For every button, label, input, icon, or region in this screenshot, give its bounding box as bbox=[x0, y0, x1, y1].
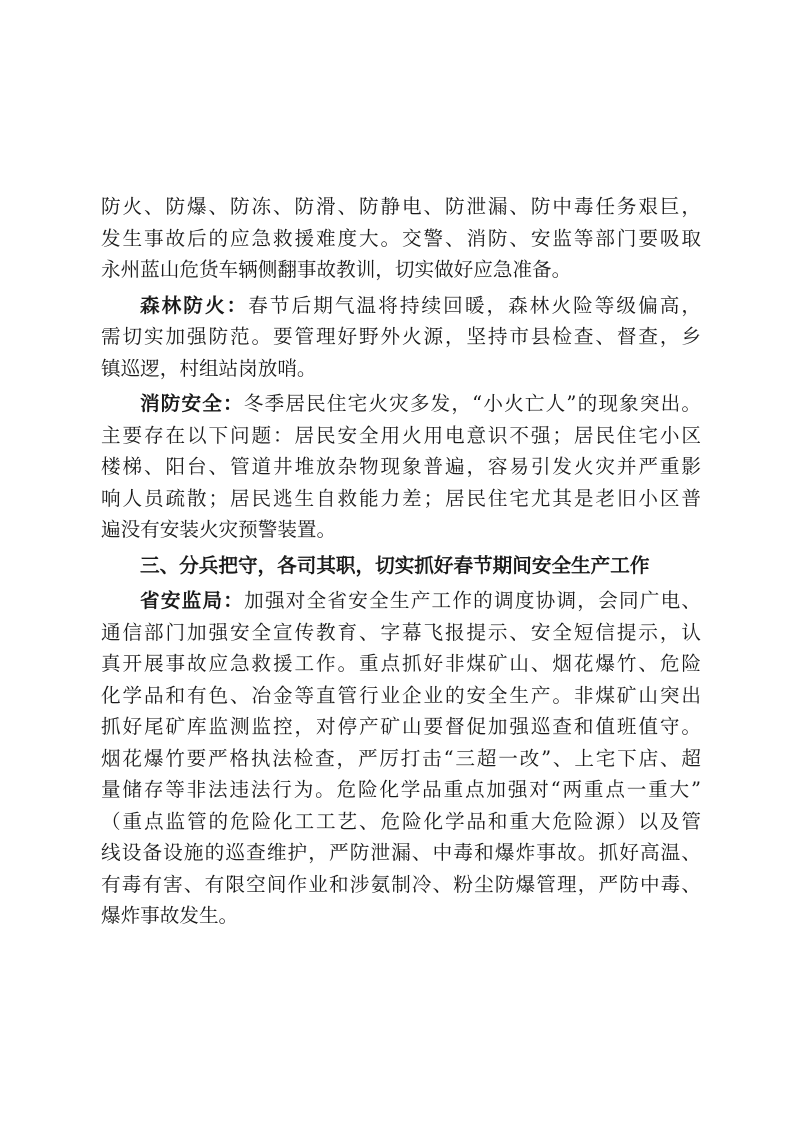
paragraph-line: 镇巡逻，村组站岗放哨。 bbox=[101, 356, 317, 380]
paragraph-text: 冬季居民住宅火灾多发，“小火亡人”的现象突出。 bbox=[243, 392, 701, 415]
paragraph-line: 发生事故后的应急救援难度大。交警、消防、安监等部门要吸取 bbox=[101, 226, 701, 250]
paragraph-line: 烟花爆竹要严格执法检查，严厉打击“三超一改”、上宅下店、超 bbox=[101, 746, 701, 770]
paragraph-line: 通信部门加强安全宣传教育、字幕飞报提示、安全短信提示，认 bbox=[101, 620, 701, 644]
paragraph-line: 抓好尾矿库监测监控，对停产矿山要督促加强巡查和值班值守。 bbox=[101, 715, 701, 738]
paragraph-provincial-bureau bbox=[101, 585, 701, 932]
paragraph-line: 永州蓝山危货车辆侧翻事故教训，切实做好应急准备。 bbox=[101, 258, 572, 281]
paragraph-first-line bbox=[101, 585, 701, 617]
paragraph-first-line bbox=[101, 290, 701, 322]
paragraph-line: 遍没有安装火灾预警装置。 bbox=[101, 518, 337, 541]
paragraph-line: 防火、防爆、防冻、防滑、防静电、防泄漏、防中毒任务艰巨， bbox=[101, 195, 701, 218]
paragraph-line: （重点监管的危险化工工艺、危险化学品和重大危险源）以及管 bbox=[101, 809, 701, 833]
paragraph-hazards bbox=[101, 191, 701, 286]
paragraph-line: 有毒有害、有限空间作业和涉氨制冷、粉尘防爆管理，严防中毒、 bbox=[101, 872, 701, 896]
paragraph-line: 爆炸事故发生。 bbox=[101, 904, 239, 927]
paragraph-line: 需切实加强防范。要管理好野外火源，坚持市县检查、督查，乡 bbox=[101, 325, 701, 348]
paragraph-heading: 森林防火： bbox=[140, 293, 249, 317]
paragraph-first-line bbox=[101, 388, 701, 420]
paragraph-heading: 消防安全： bbox=[140, 392, 244, 415]
paragraph-text: 加强对全省安全生产工作的调度协调，会同广电、 bbox=[244, 589, 701, 612]
section-title: 三、分兵把守，各司其职，切实抓好春节期间安全生产工作 bbox=[140, 553, 650, 577]
paragraph-line: 化学品和有色、冶金等直管行业企业的安全生产。非煤矿山突出 bbox=[101, 683, 701, 707]
paragraph-line: 线设备设施的巡查维护，严防泄漏、中毒和爆炸事故。抓好高温、 bbox=[101, 841, 701, 864]
paragraph-forest-fire bbox=[101, 290, 701, 385]
paragraph-line: 量储存等非法违法行为。危险化学品重点加强对“两重点一重大” bbox=[101, 778, 701, 801]
paragraph-line: 响人员疏散；居民逃生自救能力差；居民住宅尤其是老旧小区普 bbox=[101, 486, 701, 510]
paragraph-fire-safety bbox=[101, 388, 701, 546]
paragraph-line: 主要存在以下问题：居民安全用火用电意识不强；居民住宅小区 bbox=[101, 423, 701, 447]
paragraph-line: 真开展事故应急救援工作。重点抓好非煤矿山、烟花爆竹、危险 bbox=[101, 652, 701, 675]
paragraph-line: 楼梯、阳台、管道井堆放杂物现象普遍，容易引发火灾并严重影 bbox=[101, 455, 701, 478]
paragraph-text: 春节后期气温将持续回暖，森林火险等级偏高， bbox=[248, 293, 701, 317]
paragraph-heading: 省安监局： bbox=[140, 589, 245, 612]
